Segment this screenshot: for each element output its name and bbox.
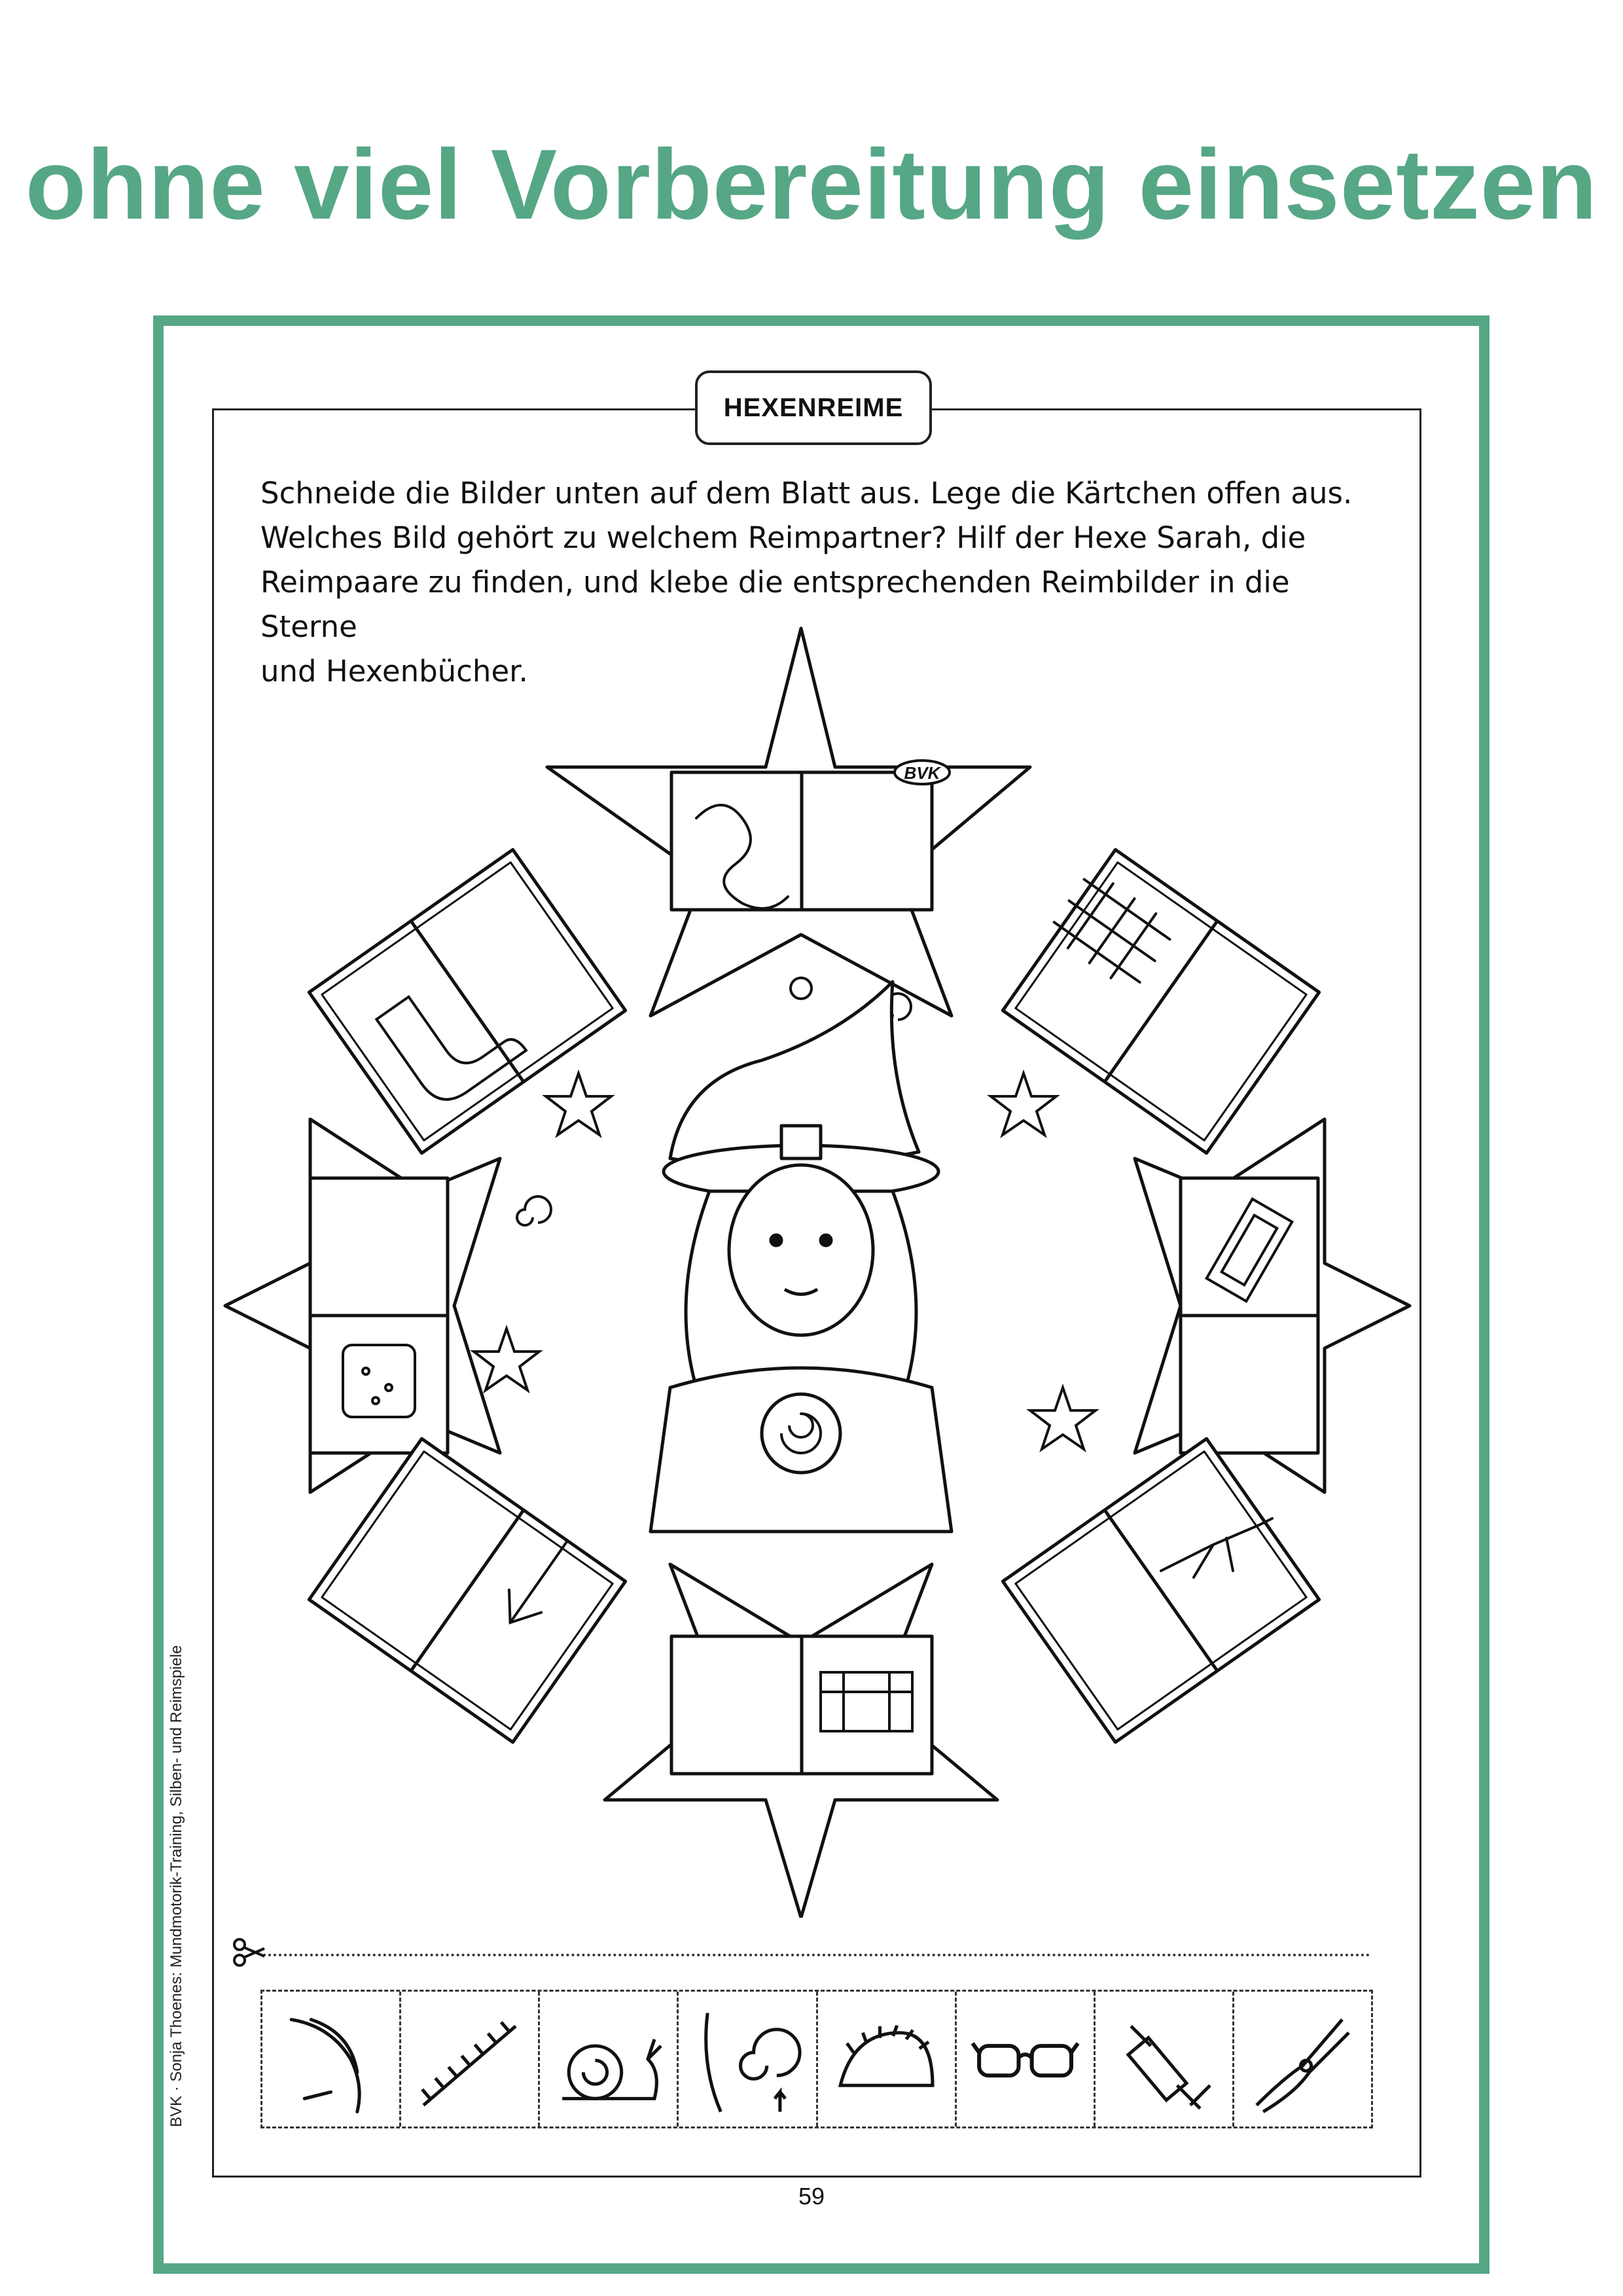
syringe-icon xyxy=(1105,2000,1223,2119)
cut-line xyxy=(263,1954,1370,1956)
curl-icon xyxy=(688,2000,806,2119)
instruction-line: Reimpaare zu finden, und klebe die entsprechenden Reimbilder in die Sterne xyxy=(260,565,1290,644)
claw-icon xyxy=(272,2000,390,2119)
cut-card[interactable] xyxy=(957,1992,1096,2126)
pliers-icon xyxy=(1243,2000,1362,2119)
cut-card[interactable] xyxy=(679,1992,817,2126)
cut-out-cards xyxy=(260,1990,1373,2128)
worksheet-title: HEXENREIME xyxy=(695,370,932,445)
cut-card[interactable] xyxy=(1234,1992,1371,2126)
cut-card[interactable] xyxy=(262,1992,401,2126)
glasses-icon xyxy=(966,2000,1084,2119)
cut-card[interactable] xyxy=(1096,1992,1234,2126)
headline: ohne viel Vorbereitung einsetzen xyxy=(25,129,1598,240)
star-top xyxy=(547,628,1030,1016)
cut-card[interactable] xyxy=(401,1992,540,2126)
scissors-icon xyxy=(230,1934,267,1971)
mandala-illustration xyxy=(212,622,1421,1918)
cut-card[interactable] xyxy=(818,1992,957,2126)
page-number: 59 xyxy=(798,2183,825,2210)
star-right xyxy=(1135,1119,1410,1492)
comb-icon xyxy=(410,2000,529,2119)
bvk-logo-text: BVK xyxy=(904,763,940,783)
small-star-icon xyxy=(991,1073,1056,1135)
instruction-line: Welches Bild gehört zu welchem Reimpartner? Hilf der Hexe Sarah, die xyxy=(260,520,1306,555)
instruction-line: und Hexenbücher. xyxy=(260,654,528,689)
cut-card[interactable] xyxy=(540,1992,679,2126)
small-star-icon xyxy=(1030,1388,1096,1449)
book-top-right xyxy=(1003,850,1319,1153)
small-star-icon xyxy=(546,1073,611,1135)
book-bottom-left xyxy=(309,1439,625,1742)
book-top-left xyxy=(309,850,625,1153)
star-left xyxy=(225,1119,500,1492)
snail-icon xyxy=(549,2000,668,2119)
side-credit: BVK · Sonja Thoenes: Mundmotorik-Training, Silben- und Reimspiele xyxy=(168,1645,185,2127)
spiral-icon xyxy=(517,1196,551,1225)
hedgehog-icon xyxy=(827,2000,946,2119)
witch-illustration xyxy=(651,982,952,1532)
instruction-line: Schneide die Bilder unten auf dem Blatt aus. Lege die Kärtchen offen aus. xyxy=(260,476,1353,511)
small-star-icon xyxy=(474,1329,539,1390)
star-bottom xyxy=(605,1564,997,1918)
dot-icon xyxy=(791,978,812,999)
book-bottom-right xyxy=(1003,1439,1319,1742)
